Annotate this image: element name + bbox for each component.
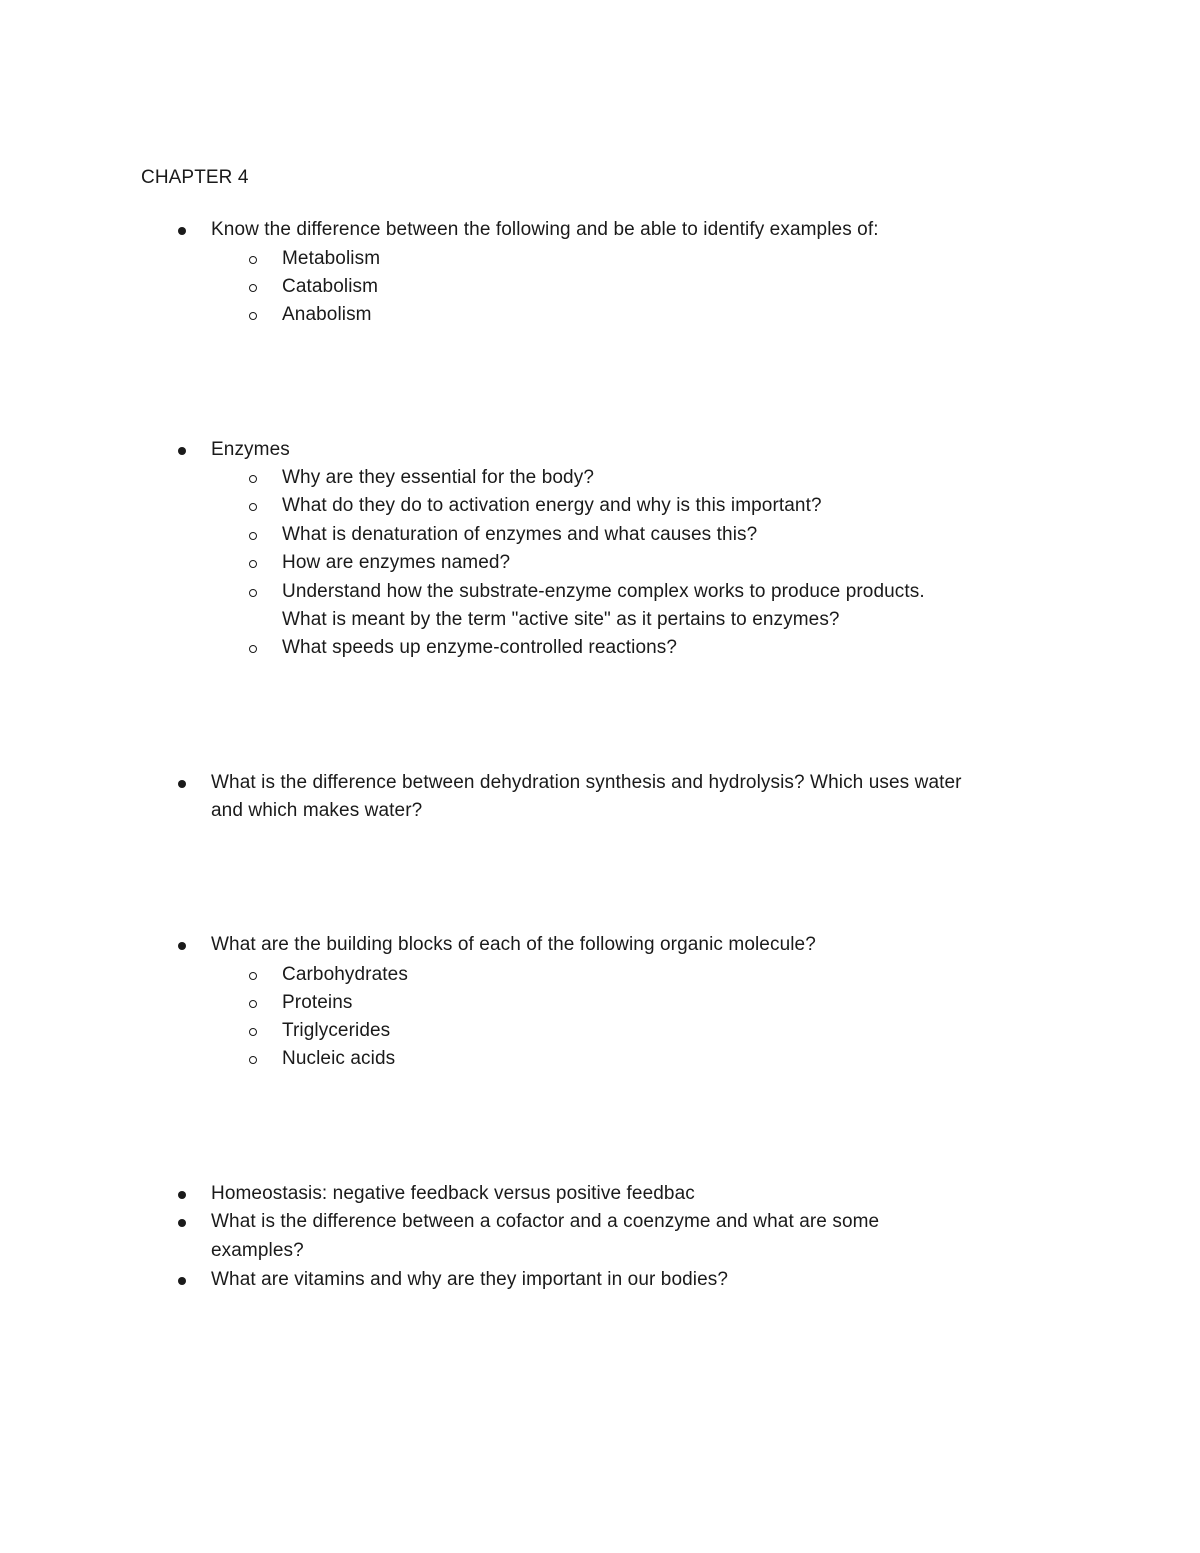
list-item: Homeostasis: negative feedback versus positive feedbac (211, 1183, 695, 1204)
sub-list-item: How are enzymes named? (282, 552, 511, 573)
sub-list-item: Catabolism (282, 276, 379, 297)
hollow-bullet-icon (249, 503, 257, 511)
sub-list-item: Why are they essential for the body? (282, 467, 594, 488)
sub-list-item: Metabolism (282, 248, 381, 269)
list-item: Enzymes (211, 439, 290, 460)
list-item: Know the difference between the following and be able to identify examples of: (211, 219, 879, 240)
hollow-bullet-icon (249, 1000, 257, 1008)
sub-list-item: Carbohydrates (282, 964, 408, 985)
hollow-bullet-icon (249, 560, 257, 568)
sub-list-item: Triglycerides (282, 1020, 391, 1041)
sub-list-item: What do they do to activation energy and why is this important? (282, 495, 822, 516)
sub-list-item: Proteins (282, 992, 353, 1013)
sub-list-item: Understand how the substrate-enzyme complex works to produce products. (282, 581, 925, 602)
page-title: CHAPTER 4 (141, 167, 249, 188)
hollow-bullet-icon (249, 312, 257, 320)
bullet-icon (178, 942, 186, 950)
sub-list-item: What speeds up enzyme-controlled reactions? (282, 637, 678, 658)
list-item-continuation: and which makes water? (211, 800, 423, 821)
bullet-icon (178, 1277, 186, 1285)
hollow-bullet-icon (249, 645, 257, 653)
hollow-bullet-icon (249, 475, 257, 483)
sub-list-item-continuation: What is meant by the term "active site" as it pertains to enzymes? (282, 609, 840, 630)
list-item-continuation: examples? (211, 1240, 304, 1261)
bullet-icon (178, 1219, 186, 1227)
sub-list-item: Nucleic acids (282, 1048, 396, 1069)
list-item: What are vitamins and why are they important in our bodies? (211, 1269, 729, 1290)
bullet-icon (178, 227, 186, 235)
hollow-bullet-icon (249, 589, 257, 597)
bullet-icon (178, 780, 186, 788)
list-item: What is the difference between dehydration synthesis and hydrolysis? Which uses water (211, 772, 962, 793)
sub-list-item: What is denaturation of enzymes and what causes this? (282, 524, 758, 545)
bullet-icon (178, 1191, 186, 1199)
bullet-icon (178, 447, 186, 455)
list-item: What is the difference between a cofactor and a coenzyme and what are some (211, 1211, 880, 1232)
hollow-bullet-icon (249, 1056, 257, 1064)
list-item: What are the building blocks of each of the following organic molecule? (211, 934, 816, 955)
sub-list-item: Anabolism (282, 304, 372, 325)
hollow-bullet-icon (249, 972, 257, 980)
hollow-bullet-icon (249, 532, 257, 540)
hollow-bullet-icon (249, 256, 257, 264)
hollow-bullet-icon (249, 284, 257, 292)
hollow-bullet-icon (249, 1028, 257, 1036)
